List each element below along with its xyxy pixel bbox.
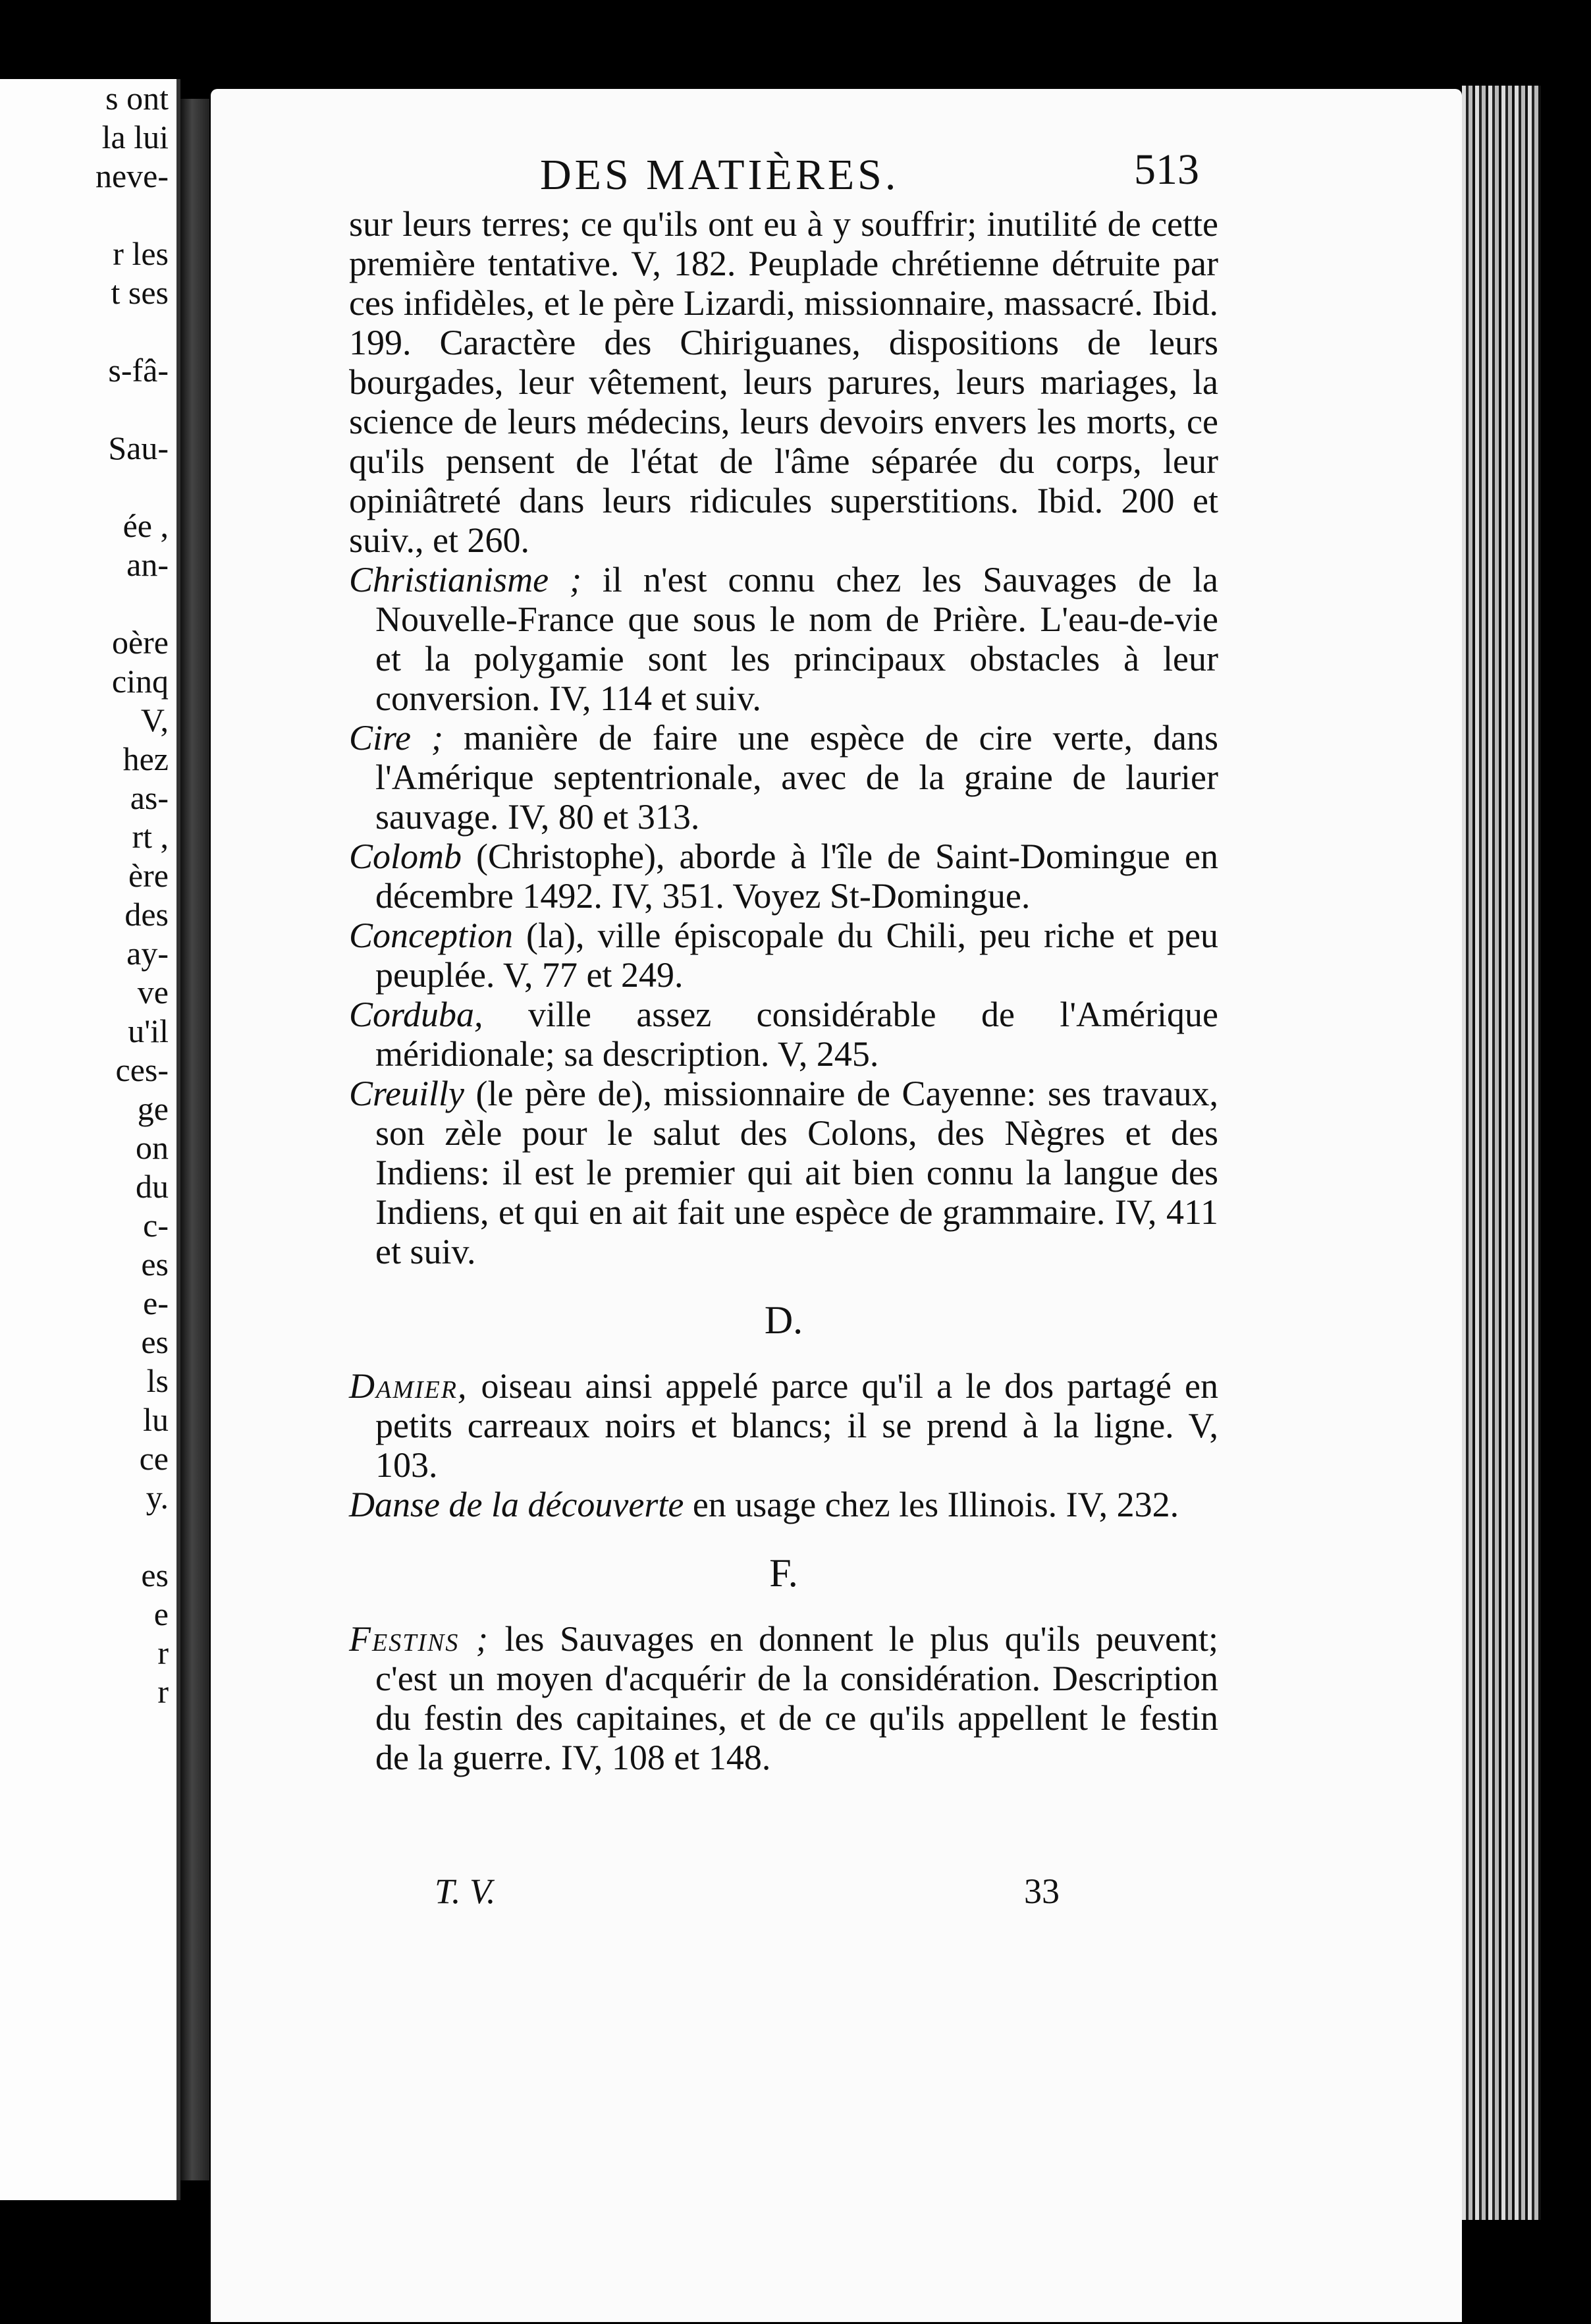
left-page-fragment: an-	[126, 546, 169, 583]
entry-creuilly	[349, 1074, 1218, 1271]
left-page-fragment: ée ,	[122, 507, 169, 544]
page-edges	[1462, 86, 1541, 2220]
signature-mark: T. V.	[435, 1871, 496, 1911]
entry-continuation	[349, 204, 1218, 560]
left-page-fragment: la lui	[101, 119, 169, 155]
entry-heading: Danse de la découverte	[349, 1485, 684, 1524]
left-page	[0, 79, 180, 2200]
entry-cire	[349, 718, 1218, 837]
entry-text: manière de faire une espèce de cire verte, dans l'Amérique septentrionale, avec de la graine de laurier sauvage. IV, 80 et 313.	[375, 718, 1218, 837]
entry-text: les Sauvages en donnent le plus qu'ils peuvent; c'est un moyen d'acquérir de la considération. Description du festin des capitaines, et de ce qu'ils appellent le festin de la guerre. IV, 108 et 148.	[375, 1619, 1218, 1777]
section-letter-d: D.	[764, 1298, 803, 1342]
left-page-fragment: r les	[113, 235, 169, 272]
running-head: DES MATIÈRES.	[540, 151, 900, 199]
page-number: 513	[1134, 146, 1199, 194]
left-page-fragment: es	[141, 1557, 169, 1593]
entry-heading: Conception	[349, 916, 513, 955]
entry-corduba	[349, 995, 1218, 1074]
left-page-fragment: ce	[139, 1440, 169, 1477]
left-page-fragment: du	[136, 1168, 169, 1205]
entry-damier	[349, 1366, 1218, 1485]
left-page-fragment: es	[141, 1323, 169, 1360]
entry-heading: Christianisme ;	[349, 560, 581, 599]
left-page-fragment: ls	[146, 1362, 169, 1399]
entry-text: en usage chez les Illinois. IV, 232.	[684, 1485, 1179, 1524]
entry-text: sur leurs terres; ce qu'ils ont eu à y souffrir; inutilité de cette première tentative. V, 182. Peuplade chrétienne détruite par ces infidèles, et le père Lizardi, missionnaire, massacré. Ibid. 199. Caractère des Chiriguanes, dispositions de leurs bourgades, leur vêtement, leurs parures, leurs mariages, la science de leurs médecins, leurs devoirs envers les morts, ce qu'ils pensent de l'état de l'âme séparée du corps, leur opiniâtreté dans leurs ridicules superstitions. Ibid. 200 et suiv., et 260.	[349, 204, 1218, 560]
left-page-fragments	[95, 79, 169, 1711]
section-letter-f: F.	[769, 1551, 798, 1595]
left-page-fragment	[95, 1517, 169, 1556]
left-page-fragment: Sau-	[108, 429, 169, 466]
entry-text: il n'est connu chez les Sauvages de la Nouvelle-France que sous le nom de Prière. L'eau-de-vie et la polygamie sont les principaux obstacles à leur conversion. IV, 114 et suiv.	[375, 560, 1218, 718]
left-page-fragment: on	[136, 1129, 169, 1166]
left-page-fragment	[95, 584, 169, 623]
entry-heading: Cire ;	[349, 718, 443, 758]
entry-heading: Corduba,	[349, 995, 483, 1034]
left-page-fragment	[95, 468, 169, 507]
left-page-fragment: es	[141, 1246, 169, 1283]
left-page-fragment	[95, 312, 169, 351]
entry-text: (le père de), missionnaire de Cayenne: ses travaux, son zèle pour le salut des Colons, des Nègres et des Indiens: il est le premier qui ait bien connu la langue des Indiens, et qui en ait fait une espèce de grammaire. IV, 411 et suiv.	[375, 1074, 1218, 1271]
left-page-fragment: as-	[130, 779, 169, 816]
entry-heading: Creuilly	[349, 1074, 464, 1113]
left-page-fragment: lu	[143, 1401, 169, 1438]
left-page-fragment: hez	[122, 740, 169, 777]
left-page-fragment: t ses	[111, 274, 169, 311]
entry-danse	[349, 1485, 1218, 1524]
left-page-fragment: r	[157, 1634, 169, 1671]
entry-text: (la), ville épiscopale du Chili, peu riche et peu peuplée. V, 77 et 249.	[375, 916, 1218, 995]
book-gutter	[180, 99, 209, 2180]
entry-conception	[349, 916, 1218, 995]
entry-colomb	[349, 837, 1218, 916]
entry-text: ville assez considérable de l'Amérique méridionale; sa description. V, 245.	[375, 995, 1218, 1074]
left-page-fragment	[95, 196, 169, 235]
entry-heading: Damier,	[349, 1366, 468, 1406]
index-text	[349, 204, 1218, 1777]
left-page-fragment: rt ,	[132, 818, 169, 855]
left-page-fragment: y.	[146, 1479, 169, 1516]
scan-border-right	[1541, 0, 1591, 2324]
scan-border-top	[0, 0, 1591, 79]
left-page-fragment: ay-	[126, 935, 169, 972]
entry-heading: Festins ;	[349, 1619, 489, 1659]
left-page-fragment: s ont	[105, 80, 169, 117]
left-page-fragment: ces-	[115, 1051, 169, 1088]
left-page-fragment: e	[153, 1595, 169, 1632]
entry-christianisme	[349, 560, 1218, 718]
left-page-fragment: oère	[111, 624, 169, 661]
left-page-fragment: c-	[143, 1207, 169, 1244]
left-page-fragment: neve-	[95, 157, 169, 194]
left-page-fragment: V,	[140, 702, 169, 738]
left-page-fragment: ère	[128, 857, 169, 894]
left-page-fragment: ve	[137, 974, 169, 1010]
left-page-fragment: r	[157, 1673, 169, 1710]
left-page-fragment: s-fâ-	[108, 352, 169, 389]
left-page-fragment	[95, 390, 169, 429]
left-page-fragment: des	[124, 896, 169, 933]
left-page-fragment: e-	[143, 1285, 169, 1321]
gathering-number: 33	[1024, 1871, 1060, 1911]
entry-heading: Colomb	[349, 837, 462, 876]
left-page-fragment: cinq	[111, 663, 169, 700]
entry-festins	[349, 1619, 1218, 1777]
left-page-fragment: ge	[137, 1090, 169, 1127]
left-page-fragment: u'il	[128, 1012, 169, 1049]
entry-text: oiseau ainsi appelé parce qu'il a le dos partagé en petits carreaux noirs et blancs; il se prend à la ligne. V, 103.	[375, 1366, 1218, 1485]
entry-text: (Christophe), aborde à l'île de Saint-Domingue en décembre 1492. IV, 351. Voyez St-Domingue.	[375, 837, 1218, 916]
